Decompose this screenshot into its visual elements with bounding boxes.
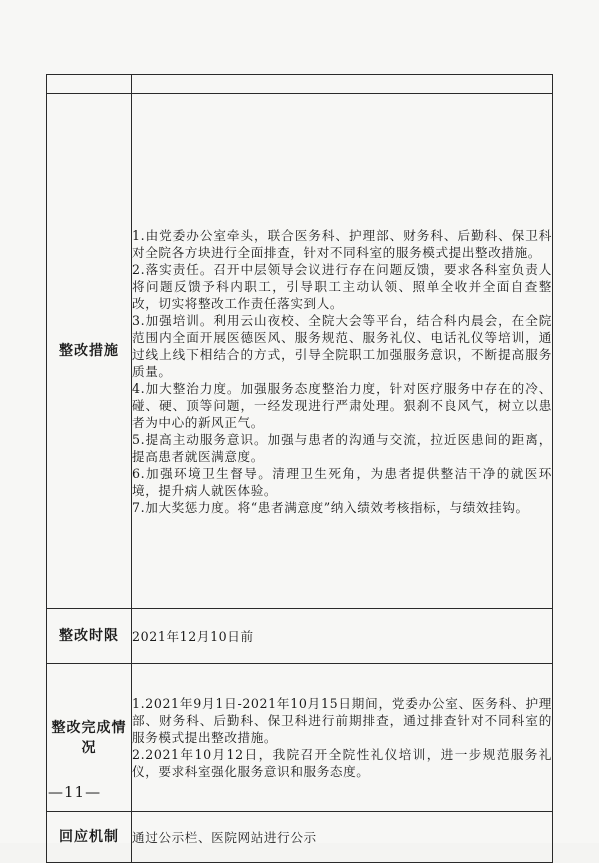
- measure-item: 7.加大奖惩力度。将“患者满意度”纳入绩效考核指标，与绩效挂钩。: [132, 499, 529, 515]
- status-row: [47, 664, 553, 812]
- status-item: 1.2021年9月1日-2021年10月15日期间，党委办公室、医务科、护理部、财务科、后勤科、保卫科进行前期排查，通过排查针对不同科室的服务模式提出整改措施。: [132, 696, 552, 745]
- measure-item: 1.由党委办公室牵头，联合医务科、护理部、财务科、后勤科、保卫科对全院各方块进行全面排查，针对不同科室的服务模式提出整改措施。: [132, 227, 552, 260]
- deadline-value: 2021年12月10日前: [132, 609, 553, 664]
- top-label-cell: [47, 75, 132, 94]
- measures-content: [132, 94, 553, 609]
- response-label: 回应机制: [47, 812, 132, 863]
- top-content-cell: [132, 75, 553, 94]
- measures-row: [47, 94, 553, 609]
- response-row: [47, 812, 553, 863]
- measures-label: 整改措施: [47, 94, 132, 609]
- measure-item: 6.加强环境卫生督导。清理卫生死角，为患者提供整洁干净的就医环境，提升病人就医体验。: [132, 465, 552, 498]
- rectification-table: [46, 74, 553, 863]
- measure-item: 2.落实责任。召开中层领导会议进行存在问题反馈，要求各科室负责人将问题反馈予科内职工，引导职工主动认领、照单全收并全面自查整改，切实将整改工作责任落实到人。: [132, 261, 552, 311]
- status-label: 整改完成情况: [47, 664, 132, 812]
- deadline-label: 整改时限: [47, 609, 132, 664]
- status-item: 2.2021年10月12日，我院召开全院性礼仪培训，进一步规范服务礼仪，要求科室强化服务意识和服务态度。: [132, 747, 552, 779]
- response-value: 通过公示栏、医院网站进行公示: [132, 812, 553, 863]
- measure-item: 3.加强培训。利用云山夜校、全院大会等平台，结合科内晨会，在全院范围内全面开展医德医风、服务规范、服务礼仪、电话礼仪等培训，通过线上线下相结合的方式，引导全院职工加强服务意识，不断提高服务质量。: [132, 312, 552, 379]
- measure-item: 4.加大整治力度。加强服务态度整治力度，针对医疗服务中存在的冷、碰、硬、顶等问题，一经发现进行严肃处理。狠刹不良风气，树立以患者为中心的新风正气。: [132, 380, 552, 430]
- page-number: —11—: [48, 783, 102, 801]
- status-content: [132, 664, 553, 812]
- measure-item: 5.提高主动服务意识。加强与患者的沟通与交流，拉近医患间的距离，提高患者就医满意度。: [132, 431, 552, 464]
- deadline-row: [47, 609, 553, 664]
- table-top-row: [47, 75, 553, 94]
